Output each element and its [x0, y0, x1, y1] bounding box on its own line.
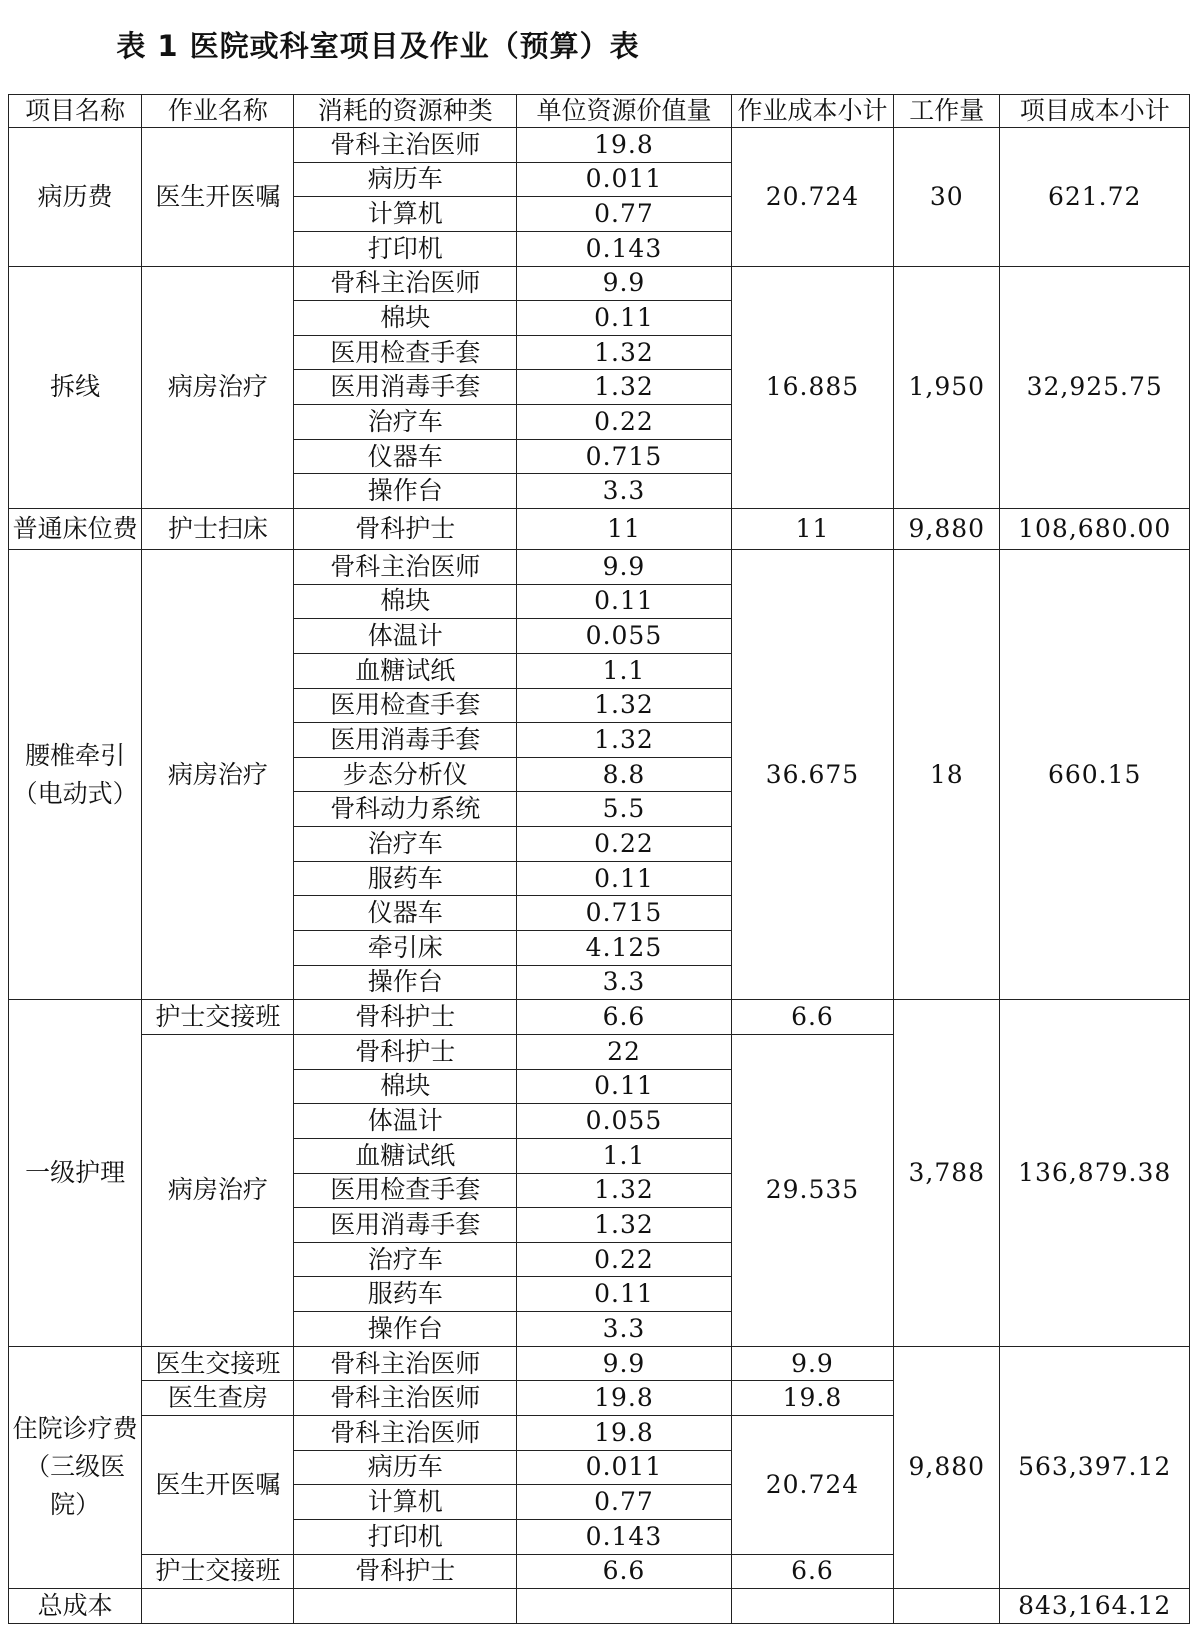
resource-value: 1.32	[517, 1208, 732, 1243]
total-row	[9, 1589, 1190, 1624]
column-header: 工作量	[894, 95, 1000, 128]
activity-name: 护士交接班	[142, 1000, 294, 1035]
project-name: 普通床位费	[9, 509, 142, 550]
resource-value: 0.11	[517, 1069, 732, 1104]
table-row	[9, 509, 1190, 550]
column-header: 项目成本小计	[1000, 95, 1190, 128]
resource-type: 医用检查手套	[294, 688, 517, 723]
resource-type: 骨科动力系统	[294, 792, 517, 827]
resource-value: 3.3	[517, 1312, 732, 1347]
resource-value: 19.8	[517, 1416, 732, 1451]
resource-type: 血糖试纸	[294, 1138, 517, 1173]
resource-value: 11	[517, 509, 732, 550]
activity-name: 护士交接班	[142, 1554, 294, 1589]
resource-value: 1.32	[517, 335, 732, 370]
resource-value: 0.011	[517, 1450, 732, 1485]
resource-type: 操作台	[294, 965, 517, 1000]
resource-type: 骨科主治医师	[294, 128, 517, 163]
activity-name: 病房治疗	[142, 1034, 294, 1346]
activity-name: 医生查房	[142, 1381, 294, 1416]
resource-type: 骨科护士	[294, 1034, 517, 1069]
empty-cell	[894, 1589, 1000, 1624]
resource-type: 血糖试纸	[294, 653, 517, 688]
activity-cost: 36.675	[731, 549, 893, 999]
resource-value: 0.055	[517, 1104, 732, 1139]
resource-type: 治疗车	[294, 1242, 517, 1277]
empty-cell	[731, 1589, 893, 1624]
resource-value: 1.32	[517, 1173, 732, 1208]
resource-value: 8.8	[517, 757, 732, 792]
project-cost: 32,925.75	[1000, 266, 1190, 508]
resource-value: 3.3	[517, 965, 732, 1000]
resource-value: 1.32	[517, 370, 732, 405]
resource-type: 病历车	[294, 162, 517, 197]
table-row	[9, 1346, 1190, 1381]
resource-value: 3.3	[517, 474, 732, 509]
resource-value: 0.22	[517, 1242, 732, 1277]
resource-value: 0.11	[517, 861, 732, 896]
workload: 1,950	[894, 266, 1000, 508]
resource-value: 1.1	[517, 1138, 732, 1173]
table-row	[9, 549, 1190, 584]
workload: 3,788	[894, 1000, 1000, 1346]
activity-cost: 29.535	[731, 1034, 893, 1346]
workload: 9,880	[894, 509, 1000, 550]
resource-type: 操作台	[294, 474, 517, 509]
resource-type: 医用消毒手套	[294, 723, 517, 758]
table-title: 表 1 医院或科室项目及作业（预算）表	[116, 29, 640, 63]
empty-cell	[142, 1589, 294, 1624]
resource-value: 9.9	[517, 1346, 732, 1381]
activity-cost: 20.724	[731, 1416, 893, 1555]
activity-name: 医生交接班	[142, 1346, 294, 1381]
resource-value: 0.715	[517, 896, 732, 931]
resource-value: 0.11	[517, 584, 732, 619]
project-name: 一级护理	[9, 1000, 142, 1346]
project-name: 病历费	[9, 128, 142, 267]
resource-type: 棉块	[294, 301, 517, 336]
activity-cost: 6.6	[731, 1554, 893, 1589]
resource-value: 9.9	[517, 549, 732, 584]
resource-value: 0.22	[517, 405, 732, 440]
empty-cell	[294, 1589, 517, 1624]
resource-value: 5.5	[517, 792, 732, 827]
resource-value: 0.11	[517, 301, 732, 336]
resource-type: 骨科护士	[294, 1554, 517, 1589]
resource-type: 骨科主治医师	[294, 1416, 517, 1451]
resource-type: 仪器车	[294, 896, 517, 931]
resource-value: 0.143	[517, 1519, 732, 1554]
resource-type: 医用消毒手套	[294, 370, 517, 405]
resource-value: 0.77	[517, 1485, 732, 1520]
resource-value: 4.125	[517, 931, 732, 966]
column-header: 消耗的资源种类	[294, 95, 517, 128]
resource-value: 6.6	[517, 1554, 732, 1589]
resource-type: 打印机	[294, 231, 517, 266]
workload: 30	[894, 128, 1000, 267]
resource-type: 棉块	[294, 584, 517, 619]
resource-type: 仪器车	[294, 439, 517, 474]
project-name: 拆线	[9, 266, 142, 508]
resource-value: 0.055	[517, 619, 732, 654]
resource-value: 9.9	[517, 266, 732, 301]
resource-value: 19.8	[517, 128, 732, 163]
resource-value: 0.011	[517, 162, 732, 197]
workload: 9,880	[894, 1346, 1000, 1588]
resource-type: 治疗车	[294, 827, 517, 862]
resource-type: 服药车	[294, 1277, 517, 1312]
project-name: 腰椎牵引（电动式）	[9, 549, 142, 999]
project-cost: 621.72	[1000, 128, 1190, 267]
resource-value: 1.1	[517, 653, 732, 688]
resource-type: 步态分析仪	[294, 757, 517, 792]
total-label: 总成本	[9, 1589, 142, 1624]
total-value: 843,164.12	[1000, 1589, 1190, 1624]
table-row	[9, 1000, 1190, 1035]
resource-type: 医用消毒手套	[294, 1208, 517, 1243]
resource-type: 骨科主治医师	[294, 266, 517, 301]
activity-name: 护士扫床	[142, 509, 294, 550]
resource-value: 0.77	[517, 197, 732, 232]
resource-value: 19.8	[517, 1381, 732, 1416]
activity-name: 病房治疗	[142, 549, 294, 999]
resource-type: 医用检查手套	[294, 1173, 517, 1208]
empty-cell	[517, 1589, 732, 1624]
table-row	[9, 128, 1190, 163]
activity-name: 病房治疗	[142, 266, 294, 508]
resource-value: 1.32	[517, 688, 732, 723]
resource-value: 0.11	[517, 1277, 732, 1312]
activity-name: 医生开医嘱	[142, 128, 294, 267]
activity-cost: 16.885	[731, 266, 893, 508]
resource-type: 操作台	[294, 1312, 517, 1347]
resource-type: 骨科主治医师	[294, 549, 517, 584]
project-cost: 563,397.12	[1000, 1346, 1190, 1588]
resource-type: 骨科护士	[294, 1000, 517, 1035]
resource-type: 牵引床	[294, 931, 517, 966]
project-cost: 108,680.00	[1000, 509, 1190, 550]
column-header: 项目名称	[9, 95, 142, 128]
resource-value: 0.143	[517, 231, 732, 266]
resource-type: 体温计	[294, 619, 517, 654]
activity-cost: 20.724	[731, 128, 893, 267]
activity-cost: 9.9	[731, 1346, 893, 1381]
resource-value: 6.6	[517, 1000, 732, 1035]
resource-type: 治疗车	[294, 405, 517, 440]
table-row	[9, 266, 1190, 301]
activity-name: 医生开医嘱	[142, 1416, 294, 1555]
activity-cost: 6.6	[731, 1000, 893, 1035]
resource-type: 打印机	[294, 1519, 517, 1554]
workload: 18	[894, 549, 1000, 999]
activity-cost: 11	[731, 509, 893, 550]
column-header: 单位资源价值量	[517, 95, 732, 128]
resource-type: 骨科护士	[294, 509, 517, 550]
project-name: 住院诊疗费（三级医院）	[9, 1346, 142, 1588]
project-cost: 136,879.38	[1000, 1000, 1190, 1346]
cost-table	[8, 94, 1190, 1624]
activity-cost: 19.8	[731, 1381, 893, 1416]
resource-value: 0.715	[517, 439, 732, 474]
resource-type: 服药车	[294, 861, 517, 896]
resource-type: 骨科主治医师	[294, 1381, 517, 1416]
project-cost: 660.15	[1000, 549, 1190, 999]
resource-type: 计算机	[294, 197, 517, 232]
header-row	[9, 95, 1190, 128]
resource-type: 病历车	[294, 1450, 517, 1485]
resource-value: 1.32	[517, 723, 732, 758]
resource-type: 体温计	[294, 1104, 517, 1139]
resource-value: 0.22	[517, 827, 732, 862]
resource-type: 骨科主治医师	[294, 1346, 517, 1381]
resource-value: 22	[517, 1034, 732, 1069]
resource-type: 医用检查手套	[294, 335, 517, 370]
resource-type: 棉块	[294, 1069, 517, 1104]
column-header: 作业成本小计	[731, 95, 893, 128]
column-header: 作业名称	[142, 95, 294, 128]
resource-type: 计算机	[294, 1485, 517, 1520]
